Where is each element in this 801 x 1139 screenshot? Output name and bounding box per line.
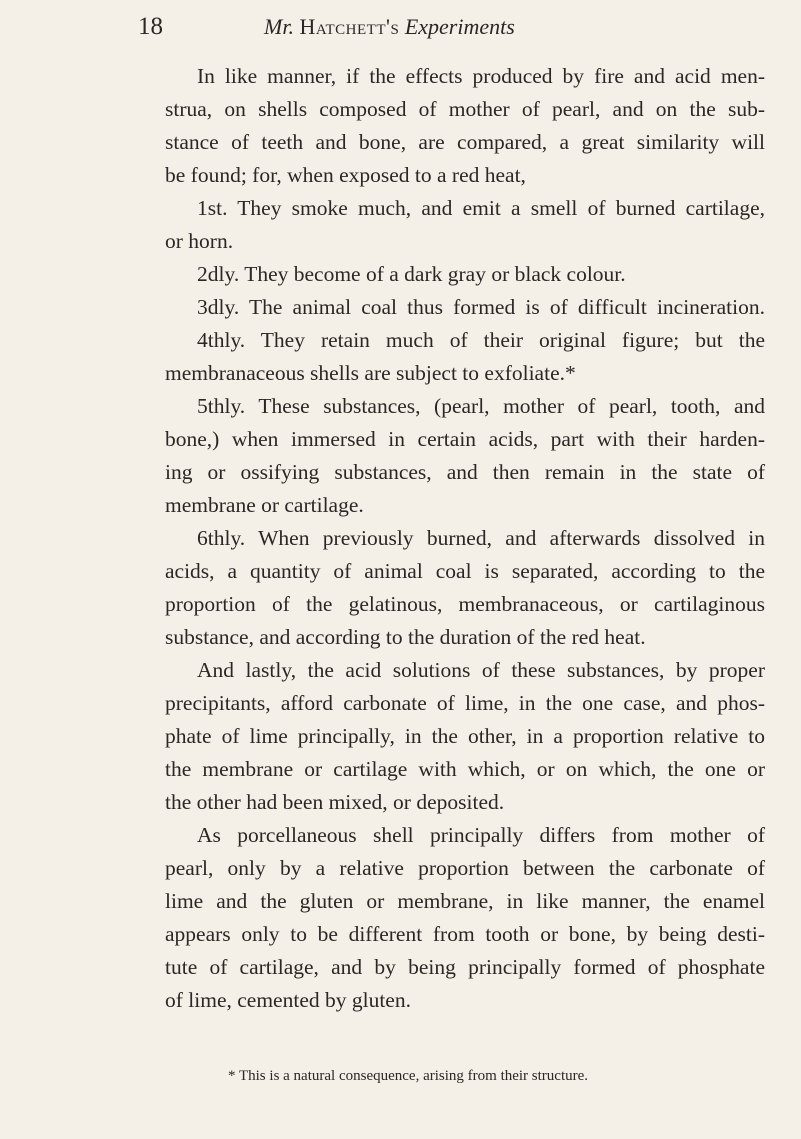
text-line: acids, a quantity of animal coal is separated, according to the (165, 559, 765, 583)
body-text (165, 60, 765, 1017)
text-line: As porcellaneous shell principally differs from mother of (197, 823, 765, 847)
text-line: be found; for, when exposed to a red heat, (165, 163, 526, 187)
text-line: And lastly, the acid solutions of these substances, by proper (197, 658, 765, 682)
text-line: 3dly. The animal coal thus formed is of difficult incineration. (197, 295, 765, 319)
running-head-suffix: Experiments (404, 14, 515, 39)
text-line: the other had been mixed, or deposited. (165, 790, 505, 814)
text-line: phate of lime principally, in the other, in a proportion relative to (165, 724, 765, 748)
running-head-name: Hatchett's (299, 14, 400, 39)
text-line: ing or ossifying substances, and then remain in the state of (165, 460, 765, 484)
text-line: tute of cartilage, and by being principally formed of phosphate (165, 955, 765, 979)
text-line: the membrane or cartilage with which, or on which, the one or (165, 757, 765, 781)
text-line: membranaceous shells are subject to exfoliate.* (165, 361, 576, 385)
text-line: 4thly. They retain much of their original figure; but the (197, 328, 765, 352)
text-line: appears only to be different from tooth or bone, by being desti- (165, 922, 765, 946)
page-header (138, 10, 758, 44)
text-line: precipitants, afford carbonate of lime, in the one case, and phos- (165, 691, 765, 715)
text-line: 2dly. They become of a dark gray or black colour. (197, 262, 626, 286)
text-line: proportion of the gelatinous, membranaceous, or cartilaginous (165, 592, 765, 616)
text-line: of lime, cemented by gluten. (165, 988, 411, 1012)
text-line: bone,) when immersed in certain acids, part with their harden- (165, 427, 765, 451)
running-head (264, 10, 515, 44)
text-line: 1st. They smoke much, and emit a smell of burned cartilage, (197, 196, 765, 220)
text-line: or horn. (165, 229, 234, 253)
text-line: lime and the gluten or membrane, in like manner, the enamel (165, 889, 765, 913)
text-line: pearl, only by a relative proportion between the carbonate of (165, 856, 765, 880)
text-line: stance of teeth and bone, are compared, a great similarity will (165, 130, 765, 154)
text-line: strua, on shells composed of mother of pearl, and on the sub- (165, 97, 765, 121)
text-line: substance, and according to the duration of the red heat. (165, 625, 646, 649)
footnote: * This is a natural consequence, arising from their structure. (228, 1068, 589, 1084)
running-head-prefix: Mr. (264, 14, 294, 39)
text-line: membrane or cartilage. (165, 493, 364, 517)
text-line: In like manner, if the effects produced by fire and acid men- (197, 64, 765, 88)
page-number: 18 (138, 13, 163, 40)
text-line: 5thly. These substances, (pearl, mother of pearl, tooth, and (197, 394, 765, 418)
text-line: 6thly. When previously burned, and afterwards dissolved in (197, 526, 765, 550)
